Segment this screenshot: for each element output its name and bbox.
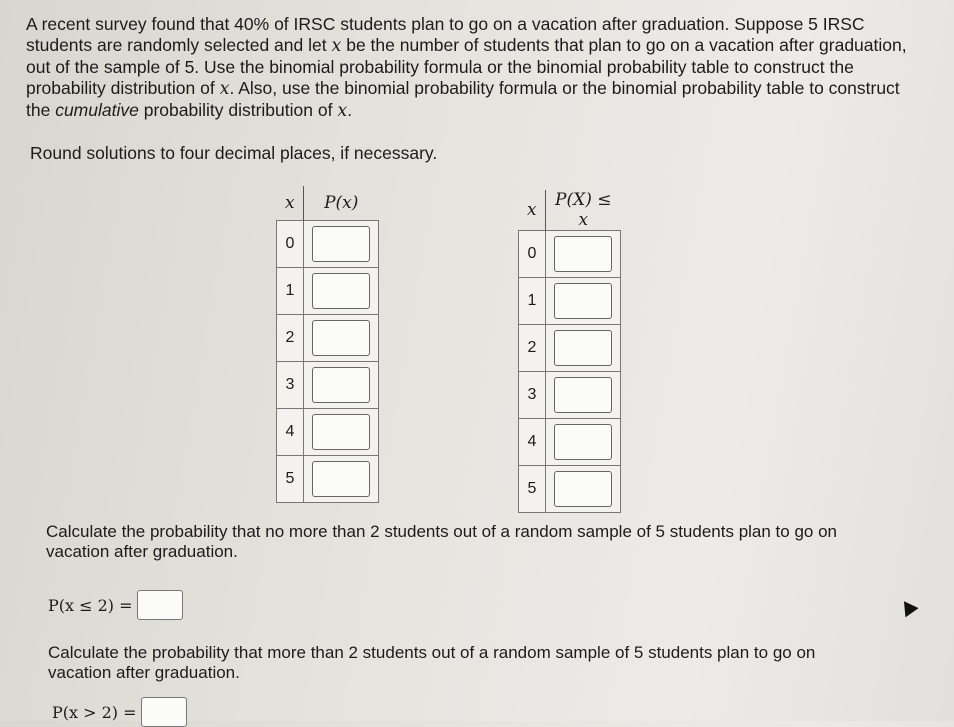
table-body — [277, 221, 379, 503]
answer-input-p-le-2[interactable] — [137, 590, 183, 620]
probability-cell — [304, 221, 379, 268]
probability-cell — [546, 278, 621, 325]
probability-input[interactable] — [312, 367, 370, 403]
table-row — [519, 466, 621, 513]
probability-cell — [546, 466, 621, 513]
probability-cell — [304, 268, 379, 315]
x-value: 4 — [277, 409, 304, 456]
x-value: 0 — [277, 221, 304, 268]
table-row — [519, 231, 621, 278]
probability-input[interactable] — [554, 471, 612, 507]
probability-input[interactable] — [312, 461, 370, 497]
table-row — [519, 419, 621, 466]
probability-input[interactable] — [554, 330, 612, 366]
column-header-px: P(x) — [304, 186, 379, 221]
probability-cell — [546, 231, 621, 278]
probability-input[interactable] — [554, 424, 612, 460]
probability-input[interactable] — [312, 273, 370, 309]
x-value: 1 — [519, 278, 546, 325]
probability-cell — [304, 362, 379, 409]
probability-input[interactable] — [554, 236, 612, 272]
probability-cell — [546, 372, 621, 419]
probability-distribution-table — [276, 186, 379, 503]
x-value: 5 — [519, 466, 546, 513]
probability-input[interactable] — [312, 414, 370, 450]
mouse-cursor-icon — [897, 597, 918, 618]
probability-cell — [304, 409, 379, 456]
probability-input[interactable] — [554, 283, 612, 319]
probability-input[interactable] — [312, 320, 370, 356]
x-value: 0 — [519, 231, 546, 278]
x-value: 5 — [277, 456, 304, 503]
probability-cell — [304, 315, 379, 362]
column-header-cumulative: P(X) ≤ x — [546, 190, 621, 231]
table-row — [277, 268, 379, 315]
x-value: 1 — [277, 268, 304, 315]
answer-label: P(x ≤ 2) = — [48, 595, 133, 615]
x-value: 3 — [519, 372, 546, 419]
answer-label: P(x > 2) = — [52, 702, 137, 722]
answer-row-more-than-2 — [52, 697, 187, 727]
column-header-x: x — [526, 200, 537, 220]
table-row — [277, 362, 379, 409]
question-no-more-than-2: Calculate the probability that no more than 2 students out of a random sample of 5 students plan to go on vacation after graduation. — [46, 522, 837, 561]
cumulative-distribution-table — [518, 190, 621, 513]
probability-cell — [546, 419, 621, 466]
table-row — [277, 315, 379, 362]
table-row — [519, 372, 621, 419]
problem-statement: A recent survey found that 40% of IRSC students plan to go on a vacation after graduation. Suppose 5 IRSC students are randomly selected and let x be the number of students that plan to go on a vacation after graduation, out of the sample of 5. Use the binomial probability formula or the binomial probability table to construct the probability distribution of x. Also, use the binomial probability formula or the binomial probability table to construct the cumulative probability distribution of x. — [26, 14, 907, 121]
table-row — [277, 221, 379, 268]
table-row — [519, 278, 621, 325]
table-row — [277, 409, 379, 456]
probability-input[interactable] — [554, 377, 612, 413]
answer-row-no-more-than-2 — [48, 590, 183, 620]
table-body — [519, 231, 621, 513]
x-value: 2 — [519, 325, 546, 372]
question-more-than-2: Calculate the probability that more than 2 students out of a random sample of 5 students plan to go on vacation after graduation. — [48, 643, 816, 682]
probability-input[interactable] — [312, 226, 370, 262]
column-header-x: x — [284, 193, 295, 213]
x-value: 3 — [277, 362, 304, 409]
probability-cell — [304, 456, 379, 503]
table-row — [519, 325, 621, 372]
answer-input-p-gt-2[interactable] — [141, 697, 187, 727]
x-value: 4 — [519, 419, 546, 466]
rounding-instruction: Round solutions to four decimal places, if necessary. — [30, 143, 438, 163]
x-value: 2 — [277, 315, 304, 362]
table-row — [277, 456, 379, 503]
probability-cell — [546, 325, 621, 372]
